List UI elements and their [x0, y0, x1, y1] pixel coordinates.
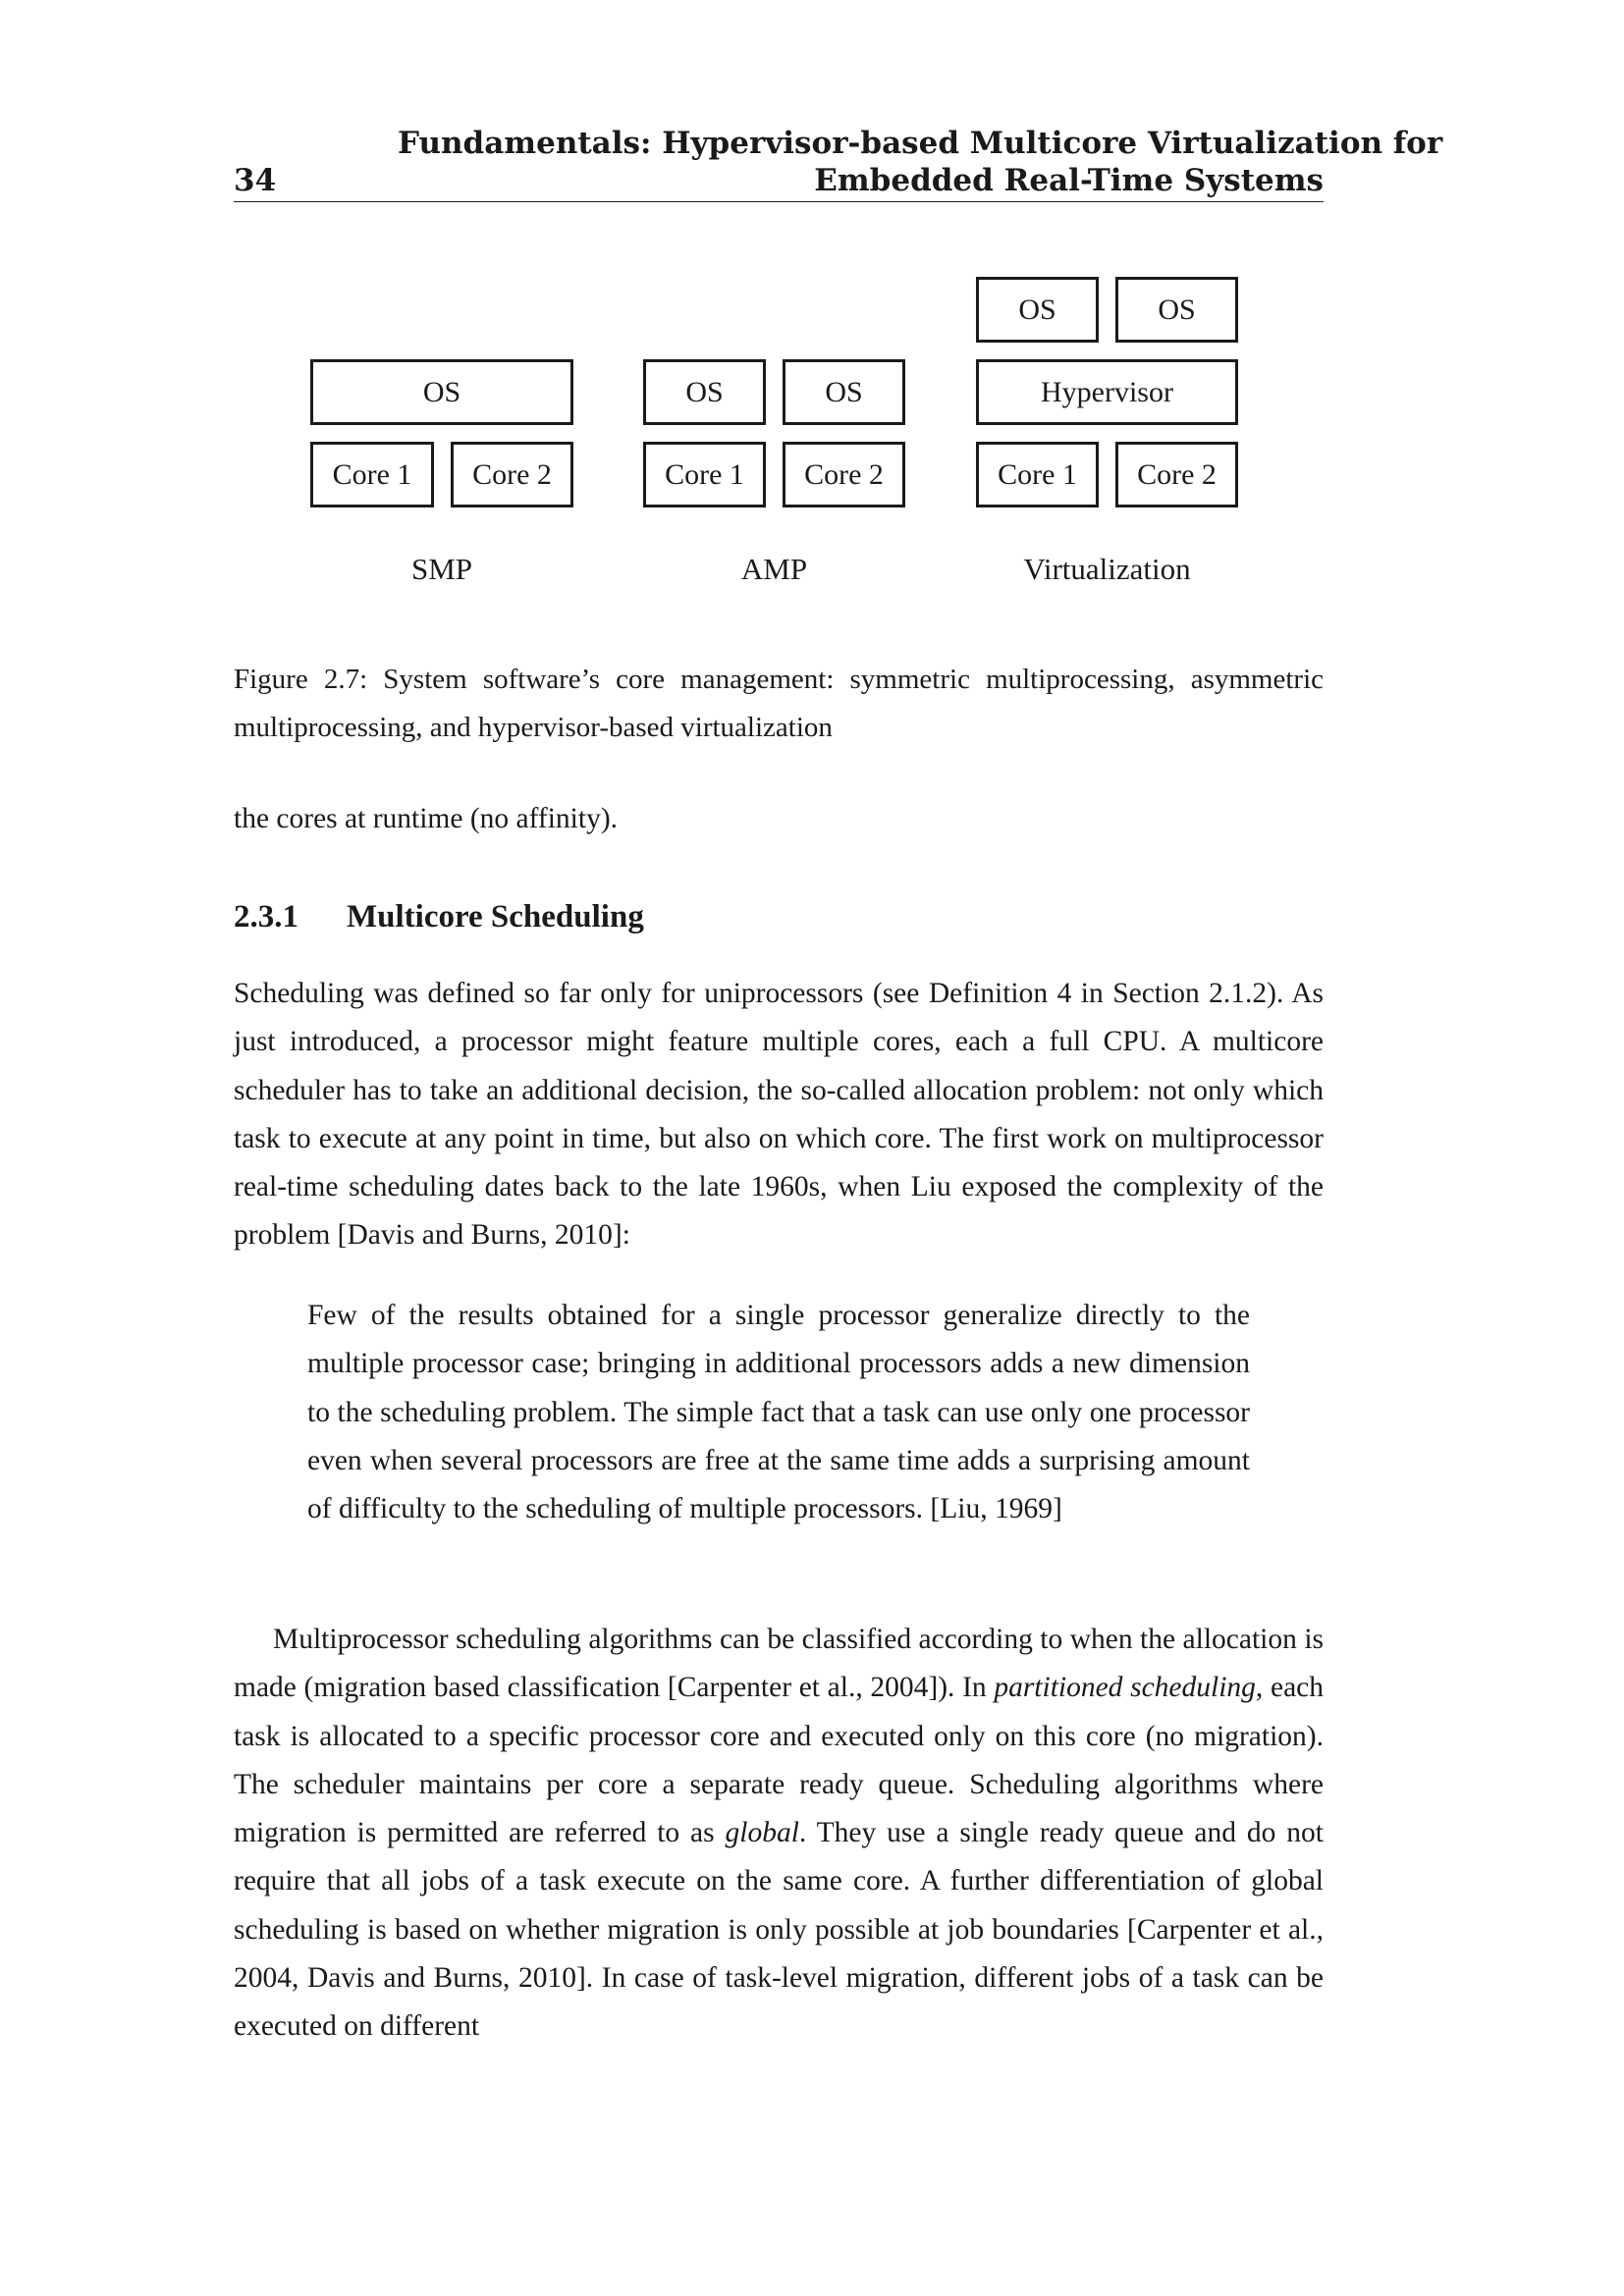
term-global: global [725, 1817, 799, 1849]
section-title: Multicore Scheduling [347, 899, 644, 934]
continuation-text: the cores at runtime (no affinity). [234, 803, 619, 834]
virt-core2-box: Core 2 [1115, 442, 1238, 507]
running-header-subtitle: Embedded Real-Time Systems [814, 163, 1324, 198]
smp-label: SMP [410, 552, 473, 586]
virt-hypervisor-box: Hypervisor [976, 359, 1238, 425]
virt-os2-box: OS [1115, 277, 1238, 343]
amp-core2-box: Core 2 [783, 442, 905, 507]
smp-core1-box: Core 1 [310, 442, 434, 507]
running-header-title: Fundamentals: Hypervisor-based Multicore Virtualization for [398, 126, 1443, 161]
paragraph-2-part-3: . They use a single ready queue and do not require that all jobs of a task execute on the same core. A further differentiation of global scheduling is based on whether migration is only possible at job boundaries [Carpenter et al., 2004, Davis and Burns, 2010]. In case of task-level migration, different jobs of a task can be executed on different [234, 1817, 1325, 2043]
amp-os1-box: OS [643, 359, 766, 425]
smp-core2-box: Core 2 [451, 442, 573, 507]
smp-os-box: OS [310, 359, 573, 425]
virtualization-label: Virtualization [1023, 552, 1191, 586]
term-partitioned-scheduling: partitioned scheduling [994, 1672, 1256, 1704]
amp-os2-box: OS [783, 359, 905, 425]
figure-caption: Figure 2.7: System software’s core management: symmetric multiprocessing, asymmetric multiprocessing, and hypervisor-based virtualization [234, 664, 1324, 743]
virt-os1-box: OS [976, 277, 1099, 343]
paragraph-2 [234, 1616, 1324, 2052]
header-rule [234, 201, 1324, 202]
page-number: 34 [234, 163, 277, 198]
paragraph-1: Scheduling was defined so far only for uniprocessors (see Definition 4 in Section 2.1.2). As just introduced, a processor might feature multiple cores, each a full CPU. A multicore scheduler has to take an additional decision, the so-called allocation problem: not only which task to execute at any point in time, but also on which core. The first work on multiprocessor real-time scheduling dates back to the late 1960s, when Liu exposed the complexity of the problem [Davis and Burns, 2010]: [234, 978, 1324, 1252]
section-heading [234, 899, 644, 935]
virt-core1-box: Core 1 [976, 442, 1099, 507]
amp-label: AMP [740, 552, 808, 586]
section-number: 2.3.1 [234, 899, 298, 934]
amp-core1-box: Core 1 [643, 442, 766, 507]
paragraph-2-part-2: , each task is allocated to a specific processor core and executed only on this core (no migration). The scheduler maintains per core a separate ready queue. Scheduling algorithms where migration is permitted are referred to as [234, 1672, 1325, 1849]
block-quote: Few of the results obtained for a single processor generalize directly to the multiple processor case; bringing in additional processors adds a new dimension to the scheduling problem. The simple fact that a task can use only one processor even when several processors are free at the same time adds a surprising amount of difficulty to the scheduling of multiple processors. [Liu, 1969] [307, 1300, 1250, 1525]
paragraph-2-part-1: Multiprocessor scheduling algorithms can be classified according to when the allocation is made (migration based classification [Carpenter et al., 2004]). In [234, 1624, 1324, 1704]
